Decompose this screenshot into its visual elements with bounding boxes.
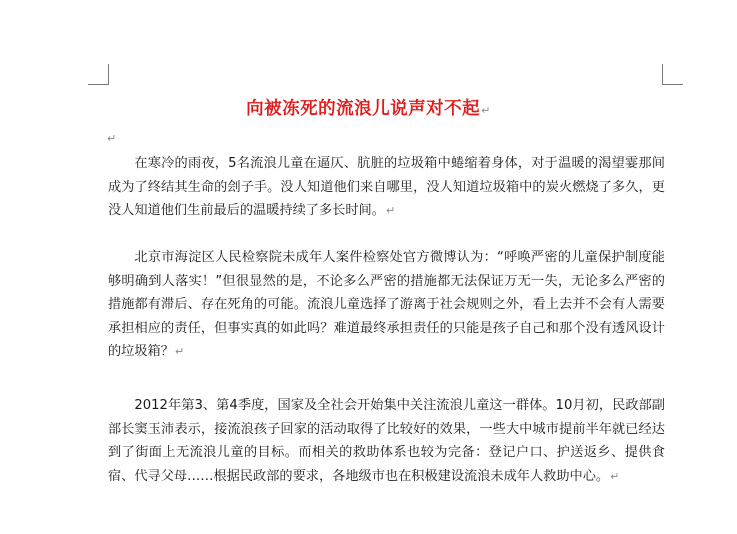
document-title[interactable] [0,95,737,120]
paragraph-text: 2012年第3、第4季度，国家及全社会开始集中关注流浪儿童这一群体。10月初，民政部副部长窦玉沛表示，接流浪孩子回家的活动取得了比较好的效果，一些大中城市提前半年就已经达到了街面上无流浪儿童的目标。而相关的救助体系也较为完备：登记户口、护送返乡、提供食宿、代寻父母……根据民政部的要求，各地级市也在积极建设流浪未成年人救助中心。 [108,398,665,484]
paragraph-mark-icon: ↵ [107,132,117,145]
paragraph-mark-icon: ↵ [481,104,491,117]
crop-mark-top-left [88,64,109,85]
paragraph-mark-icon: ↵ [174,345,185,358]
paragraph-text: 北京市海淀区人民检察院未成年人案件检察处官方微博认为：“呼唤严密的儿童保护制度能够明确到人落实！”但很显然的是，不论多么严密的措施都无法保证万无一失，无论多么严密的措施都有滞后、存在死角的可能。流浪儿童选择了游离于社会规则之外，看上去并不会有人需要承担相应的责任，但事实真的如此吗？难道最终承担责任的只能是孩子自己和那个没有透风设计的垃圾箱？ [108,250,665,359]
paragraph-mark-icon: ↵ [385,204,396,217]
body-paragraph-2[interactable] [108,246,665,364]
paragraph-mark-icon: ↵ [610,469,620,483]
body-paragraph-1[interactable] [108,152,665,223]
paragraph-text: 在寒冷的雨夜，5名流浪儿童在逼仄、肮脏的垃圾箱中蜷缩着身体，对于温暖的渴望霎那间成为了终结其生命的刽子手。没人知道他们来自哪里，没人知道垃圾箱中的炭火燃烧了多久，更没人知道他们生前最后的温暖持续了多长时间。 [108,156,665,218]
crop-mark-top-right [662,64,683,85]
document-title-text: 向被冻死的流浪儿说声对不起 [246,99,481,119]
body-paragraph-3[interactable] [108,394,665,488]
